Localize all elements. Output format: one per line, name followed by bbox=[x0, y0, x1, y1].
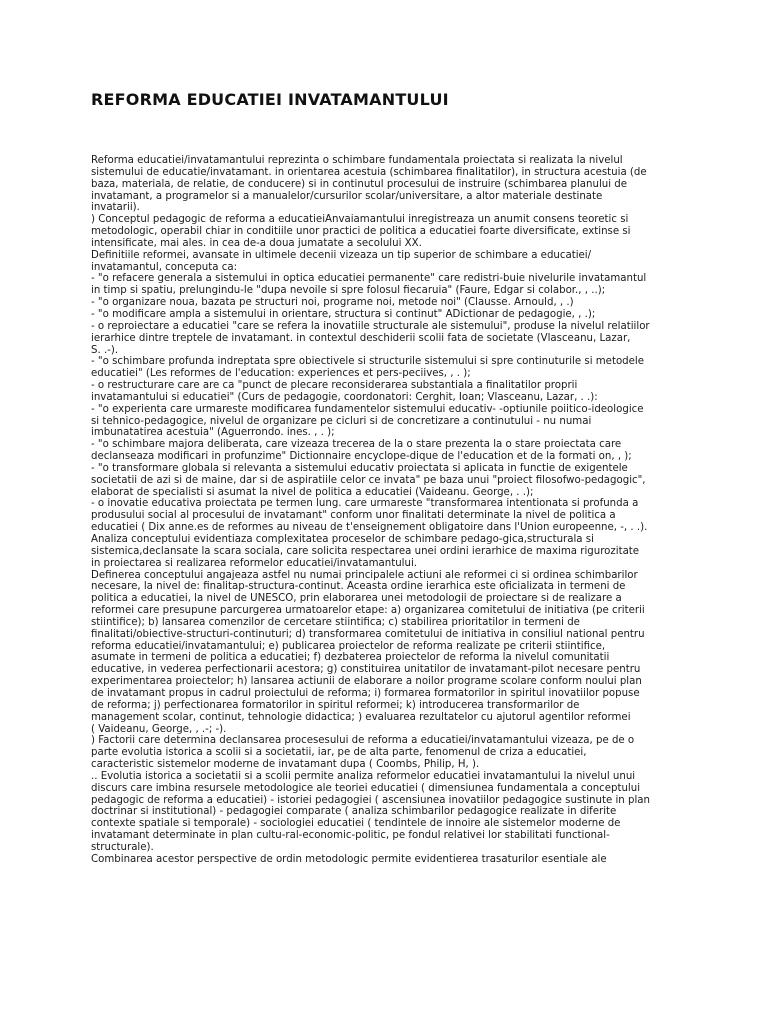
body-text-line: baza, materiala, de relatie, de conducere) si in continutul procesului de instruire (schimbarea planului de bbox=[91, 178, 628, 190]
body-text-line: Reforma educatiei/invatamantului reprezinta o schimbare fundamentala proiectata si realizata la nivelul bbox=[91, 155, 623, 166]
body-text-line: - "o organizare noua, bazata pe structuri noi, programe noi, metode noi" (Clausse. Arnould, , .) bbox=[91, 297, 574, 309]
body-text-line: Definitiile reformei, avansate in ultimele decenii vizeaza un tip superior de schimbare a educatiei/ bbox=[91, 249, 592, 261]
body-text-line: intensificate, mai ales. in cea de-a doua jumatate a secolului XX. bbox=[91, 237, 422, 249]
document-body bbox=[91, 155, 686, 866]
body-text-line: S. .-). bbox=[91, 344, 119, 356]
body-text-line: - o reproiectare a educatiei "care se refera la inovatiile structurale ale sistemului", produse la nivelul relatiilor bbox=[91, 320, 650, 332]
body-text-line: ( Vaideanu, George, , .-; -). bbox=[91, 723, 227, 735]
body-text-line: Analiza conceptului evidentiaza complexitatea proceselor de schimbare pedago-gica,structurala si bbox=[91, 534, 594, 545]
body-text-line: declanseaza modificari in profunzime" Dictionnaire encyclope-dique de l'education et de la formati on, , ); bbox=[91, 451, 632, 463]
body-text-line: sistemului de educatie/invatamant. in orientarea acestuia (schimbarea finalitatilor), in structura acestuia (de bbox=[91, 166, 647, 178]
body-text-line: doctrinar si institutional) - pedagogiei comparate ( analiza schimbarilor pedagogice realizate in diferite bbox=[91, 806, 617, 818]
body-text-line: invatamantul, conceputa ca: bbox=[91, 261, 238, 273]
body-text-line: educatiei ( Dix anne.es de reformes au niveau de t'enseignement obligatoire dans l'Union europeenne, -, . .). bbox=[91, 522, 648, 534]
body-text-line: in timp si spatiu, prelungindu-le "dupa nevoile si spre folosul fiecaruia" (Faure, Edgar si colabor., , ..); bbox=[91, 285, 606, 297]
body-text-line: - "o schimbare profunda indreptata spre obiectivele si structurile sistemului si spre continuturile si metodele bbox=[91, 356, 645, 368]
body-text-line: ) Factorii care determina declansarea procesesului de reforma a educatiei/invatamantului vizeaza, pe de o bbox=[91, 735, 635, 747]
body-text-line: elaborat de specialisti si asumat la nivel de politica a educatiei (Vaideanu. George, . .); bbox=[91, 486, 534, 498]
body-text-line: experimentarea proiectelor; h) lansarea actiunii de elaborare a noilor programe scolare conform noului plan bbox=[91, 676, 642, 688]
body-text-line: - "o refacere generala a sistemului in optica educatiei permanente" care redistri-buie nivelurile invatamantul bbox=[91, 273, 647, 285]
body-text-line: .. Evolutia istorica a societatii si a scolii permite analiza reformelor educatiei invatamantului la nivelul unui bbox=[91, 770, 636, 782]
body-text-line: de invatamant propus in cadrul proiectului de reforma; i) formarea formatorilor in spiritul inovatiilor popuse bbox=[91, 687, 640, 699]
body-text-line: invatamant determinate in plan cultu-ral-economic-politic, pe fondul relativei lor stabilitati functional- bbox=[91, 830, 610, 842]
body-text-line: - "o transformare globala si relevanta a sistemului educativ proiectata si aplicata in functie de exigentele bbox=[91, 462, 628, 474]
body-text-line: reforma educatiei/invatamantului; e) publicarea proiectelor de reforma realizate pe criterii stiintifice, bbox=[91, 640, 606, 652]
body-text-line: structurale). bbox=[91, 841, 154, 853]
body-text-line: ) Conceptul pedagogic de reforma a educatieiAnvaiamantului inregistreaza un anumit consens teoretic si bbox=[91, 214, 629, 226]
body-text-line: finalitati/obiective-structuri-continuturi; d) transformarea comitetului de initiativa in consiliul national pentru bbox=[91, 628, 645, 640]
body-text-line: asumate in termeni de politica a educatiei; f) dezbaterea proiectelor de reforma la nivelul comunitatii bbox=[91, 652, 610, 664]
body-text-line: necesare, la nivel de: finalitap-structura-continut. Aceasta ordine ierarhica este oficializata in termeni de bbox=[91, 581, 626, 593]
body-text-line: invatarii). bbox=[91, 202, 140, 214]
body-text-line: Definerea conceptului angajeaza astfel nu numai principalele actiuni ale reformei ci si ordinea schimbarilor bbox=[91, 569, 638, 581]
body-text-line: invatamant, a programelor si a manualelor/cursurilor scolar/universitare, a altor materiale destinate bbox=[91, 190, 603, 202]
body-text-line: in proiectarea si realizarea reformelor educatiei/invatamantului. bbox=[91, 557, 418, 569]
body-text-line: - "o schimbare majora deliberata, care vizeaza trecerea de la o stare prezenta la o stare proiectata care bbox=[91, 439, 622, 451]
body-text-line: - o inovatie educativa proiectata pe termen lung. care urmareste "transformarea intentionata si profunda a bbox=[91, 498, 639, 510]
body-text-line: societatii de azi si de maine, dar si de aspiratiile celor ce invata" pe baza unui "proiect filosofwo-pedagogic", bbox=[91, 474, 646, 486]
body-text-line: stiintifice); b) lansarea comenzilor de cercetare stiintifica; c) stabilirea prioritatilor in termeni de bbox=[91, 616, 580, 628]
body-text-line: educatiei" (Les reformes de l'education: experiences et pers-peciives, , . ); bbox=[91, 368, 471, 380]
body-text-line: ierarhice dintre treptele de invatamant. in contextul deschiderii scolii fata de societate (Vlasceanu, Lazar, bbox=[91, 332, 631, 344]
body-text-line: imbunatatirea acestuia" (Aguerrondo. ines. , . ); bbox=[91, 427, 335, 439]
body-text-line: management scolar, continut, tehnologie didactica; ) evaluarea rezultatelor cu ajutorul agentilor reformei bbox=[91, 711, 631, 723]
body-text-line: - "o modificare ampla a sistemului in orientare, structura si continut" ADictionar de pedagogie, , .); bbox=[91, 308, 596, 320]
body-text-line: si tehnico-pedagogice, nivelul de organizare pe cicluri si de concretizare a continutului - nu numai bbox=[91, 415, 592, 427]
body-text-line: metodologic, operabil chiar in conditiile unor practici de politica a educatiei foarte diversificate, extinse si bbox=[91, 226, 631, 238]
body-text-line: contexte spatiale si temporale) - sociologiei educatiei ( tendintele de innoire ale sistemelor moderne de bbox=[91, 818, 621, 830]
body-text-line: politica a educatiei, la nivel de UNESCO, prin elaborarea unei metodologii de proiectare si de realizare a bbox=[91, 593, 622, 605]
body-text-line: discurs care imbina resursele metodologice ale teoriei educatiei ( dimensiunea fundamentala a conceptului bbox=[91, 782, 641, 794]
body-text-line: Combinarea acestor perspective de ordin metodologic permite evidentierea trasaturilor esentiale ale bbox=[91, 853, 607, 865]
body-text-line: educative, in vederea perfectionarii acestora; g) constituirea unitatilor de invatamant-pilot necesare pentru bbox=[91, 664, 641, 676]
body-text-line: pedagogic de reforma a educatiei) - istoriei pedagogiei ( ascensiunea inovatiilor pedagogice sustinute in plan bbox=[91, 794, 650, 806]
body-text-line: de reforma; j) perfectionarea formatorilor in spiritul reformei; k) introducerea transformarilor de bbox=[91, 699, 580, 711]
body-text-line: - o restructurare care are ca "punct de plecare reconsiderarea substantiala a finalitatilor proprii bbox=[91, 380, 578, 392]
body-text-line: reformei care presupune parcurgerea urmatoarelor etape: a) organizarea comitetului de initiativa (pe criterii bbox=[91, 605, 645, 617]
document-title: REFORMA EDUCATIEI INVATAMANTULUI bbox=[91, 90, 449, 109]
body-text-line: caracteristic sistemelor moderne de invatamant dupa ( Coombs, Philip, H, ). bbox=[91, 759, 480, 771]
body-text-line: sistemica,declansate la scara sociala, care solicita respectarea unei ordini ierarhice de maxima rigurozitate bbox=[91, 545, 640, 557]
body-text-line: parte evolutia istorica a scolii si a societatii, iar, pe de alta parte, fenomenul de criza a educatiei, bbox=[91, 747, 587, 759]
body-text-line: invatamantului si educatiei" (Curs de pedagogie, coordonatori: Cerghit, Ioan; Vlasceanu, Lazar, . .): bbox=[91, 391, 598, 403]
body-text-line: - "o experienta care urmareste modificarea fundamentelor sistemului educativ- -optiunile poiitico-ideologice bbox=[91, 403, 644, 415]
body-text-line: produsului social al procesului de invatamant" conform unor finalitati determinate la nivel de politica a bbox=[91, 510, 616, 522]
